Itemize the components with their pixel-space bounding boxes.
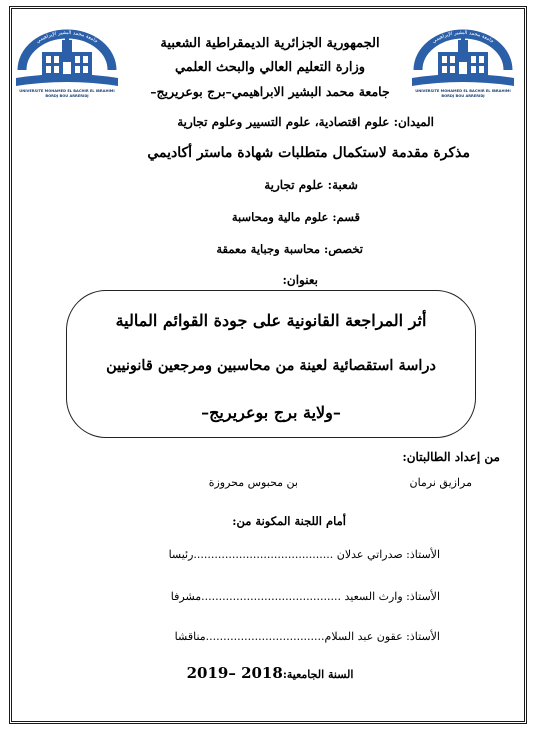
academic-year-label: السنة الجامعية: [282, 668, 354, 681]
committee-member: الأستاذ: عقون عبد السلام..................................مناقشا [174, 630, 440, 643]
thesis-title-box [66, 290, 476, 438]
student-name-1: مرازيق نرمان [409, 476, 472, 489]
thesis-subtitle: دراسة استقصائية لعينة من محاسبين ومرجعين قانونيين [106, 357, 436, 374]
thesis-title: أثر المراجعة القانونية على جودة القوائم المالية [115, 311, 427, 330]
svg-text:UNIVERSITE MOHAMED EL BACHIR E: UNIVERSITE MOHAMED EL BACHIR EL IBRAHIMI [415, 89, 511, 93]
university-name: جامعة محمد البشير الابراهيمي–برج بوعريريج– [150, 84, 390, 99]
ministry-name: وزارة التعليم العالي والبحث العلمي [174, 60, 366, 75]
student-name-2: بن محبوس محروزة [208, 476, 298, 489]
academic-year [0, 664, 540, 682]
svg-text:جامعة محمد البشير الإبراهيمي: جامعة محمد البشير الإبراهيمي [431, 29, 495, 45]
academic-year-value: 2018 –2019 [186, 664, 283, 682]
titled-label: بعنوان: [282, 273, 318, 287]
specialty-line: تخصص: محاسبة وجباية معمقة [216, 242, 363, 256]
committee-member: الأستاذ: وارث السعيد ........................................مشرفا [170, 590, 440, 603]
memo-line: مذكرة مقدمة لاستكمال متطلبات شهادة ماستر أكاديمي [147, 145, 470, 161]
republic-name: الجمهورية الجزائرية الديمقراطية الشعبية [160, 36, 380, 51]
svg-text:جامعة محمد البشير الإبراهيمي: جامعة محمد البشير الإبراهيمي [35, 29, 99, 45]
field-line: الميدان: علوم اقتصادية، علوم التسيير وعلوم تجارية [177, 115, 434, 129]
committee-member: الأستاذ: صدراتي عدلان ........................................رئيسا [168, 548, 440, 561]
branch-line: شعبة: علوم تجارية [264, 178, 358, 192]
thesis-location: –ولاية برج بوعريريج– [201, 403, 341, 422]
svg-text:UNIVERSITE MOHAMED EL BACHIR E: UNIVERSITE MOHAMED EL BACHIR EL IBRAHIMI [19, 89, 115, 93]
students-label: من إعداد الطالبتان: [402, 450, 500, 464]
svg-text:BORDJ BOU ARRERIDJ: BORDJ BOU ARRERIDJ [441, 94, 485, 98]
committee-label: أمام اللجنة المكونة من: [232, 514, 346, 528]
department-line: قسم: علوم مالية ومحاسبة [231, 210, 360, 224]
svg-text:BORDJ BOU ARRERIDJ: BORDJ BOU ARRERIDJ [45, 94, 89, 98]
